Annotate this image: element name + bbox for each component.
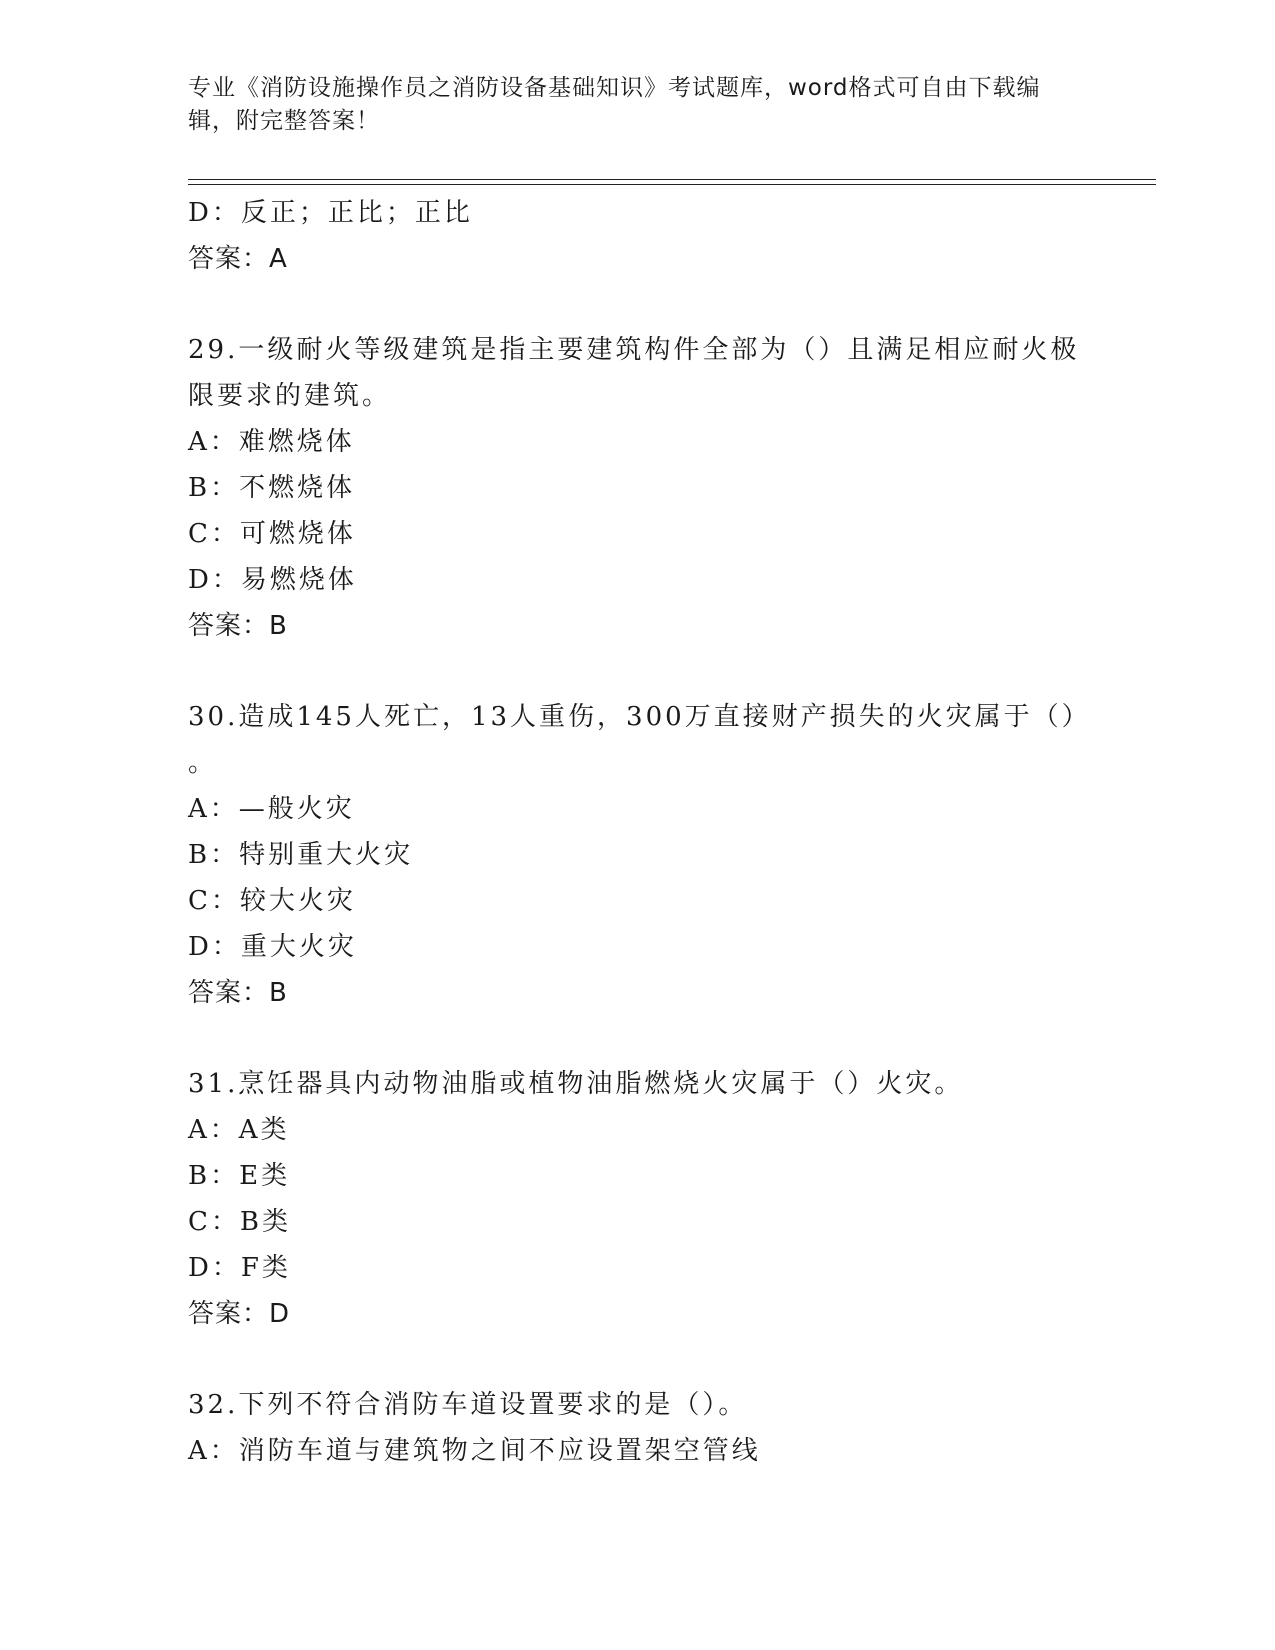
option-a: A：消防车道与建筑物之间不应设置架空管线 xyxy=(188,1436,761,1466)
option-a: A：—般火灾 xyxy=(188,794,355,824)
option-d: D：F类 xyxy=(188,1253,291,1283)
question-text: 30.造成145人死亡，13人重伤，300万直接财产损失的火灾属于（） xyxy=(188,702,1091,732)
question-29 xyxy=(188,327,1088,649)
question-text: 。 xyxy=(188,748,218,778)
option-c: C：B类 xyxy=(188,1207,292,1237)
option-a: A：A类 xyxy=(188,1115,290,1145)
previous-question-tail xyxy=(188,190,1088,282)
option-d: D：反正；正比；正比 xyxy=(188,198,473,228)
option-b: B：特别重大火灾 xyxy=(188,840,414,870)
answer-line: 答案：B xyxy=(188,978,288,1008)
answer-line: 答案：A xyxy=(188,244,288,274)
option-d: D：重大火灾 xyxy=(188,932,357,962)
header-line-2: 辑，附完整答案！ xyxy=(188,108,380,134)
header-line-1: 专业《消防设施操作员之消防设备基础知识》考试题库，word格式可自由下载编 xyxy=(188,75,1041,101)
header-divider-top xyxy=(188,179,1156,180)
option-a: A：难燃烧体 xyxy=(188,427,355,457)
question-32 xyxy=(188,1382,1088,1474)
option-b: B：不燃烧体 xyxy=(188,473,356,503)
option-d: D：易燃烧体 xyxy=(188,565,357,595)
option-c: C：较大火灾 xyxy=(188,886,356,916)
question-30 xyxy=(188,694,1091,1016)
question-text: 29.一级耐火等级建筑是指主要建筑构件全部为（）且满足相应耐火极 xyxy=(188,335,1080,365)
option-b: B：E类 xyxy=(188,1161,291,1191)
question-list xyxy=(188,190,1091,1474)
header-divider-bottom xyxy=(188,184,1156,185)
document-header xyxy=(188,72,1088,138)
answer-line: 答案：B xyxy=(188,611,288,641)
question-text: 31.烹饪器具内动物油脂或植物油脂燃烧火灾属于（）火灾。 xyxy=(188,1069,964,1099)
question-31 xyxy=(188,1061,1088,1337)
question-text: 限要求的建筑。 xyxy=(188,381,392,411)
question-text: 32.下列不符合消防车道设置要求的是（）。 xyxy=(188,1390,748,1420)
answer-line: 答案：D xyxy=(188,1299,291,1329)
option-c: C：可燃烧体 xyxy=(188,519,356,549)
